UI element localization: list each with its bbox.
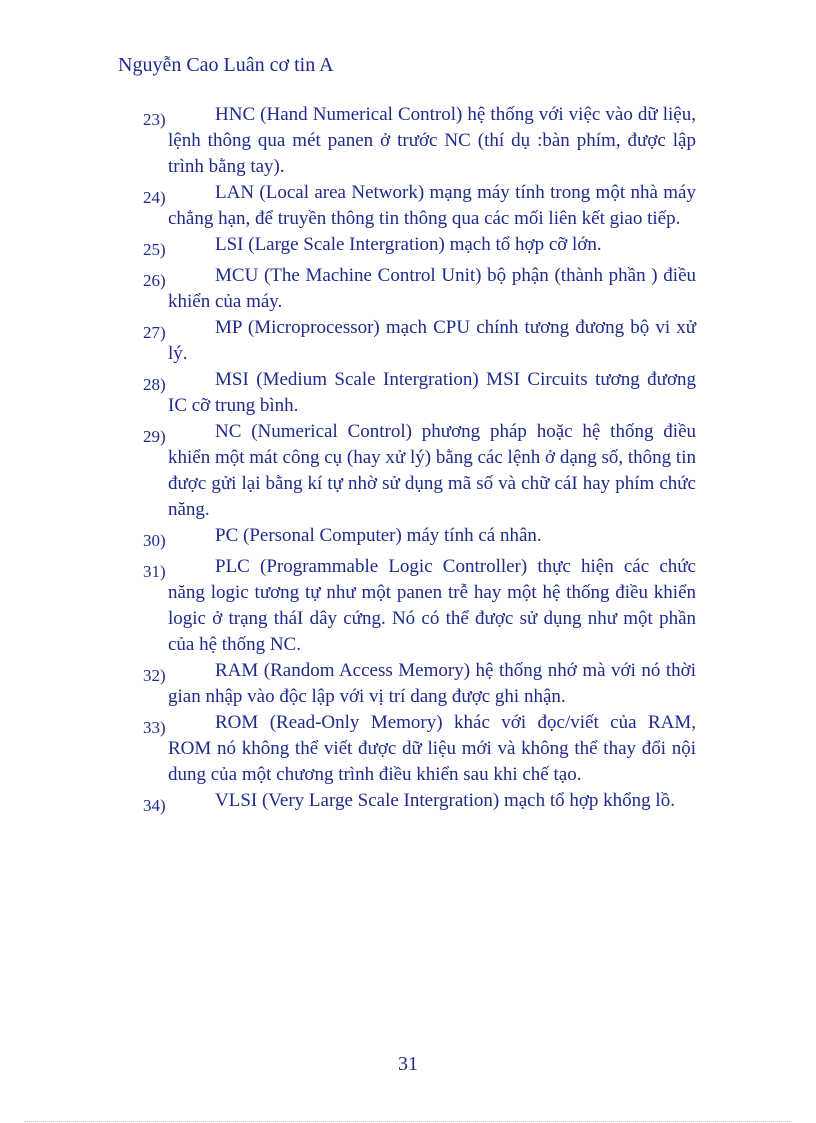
entry-text: VLSI (Very Large Scale Intergration) mạch tổ hợp khổng lồ. (215, 790, 675, 811)
glossary-entry (143, 263, 696, 315)
footer-divider (24, 1121, 792, 1122)
glossary-entry (143, 658, 696, 710)
glossary-entry (143, 315, 696, 367)
entry-text: HNC (Hand Numerical Control) hệ thống với việc vào dữ liệu, lệnh thông qua mét panen ở trước NC (thí dụ :bàn phím, được lập trình bằng tay). (168, 104, 696, 177)
glossary-entry (143, 102, 696, 180)
glossary-entry (143, 419, 696, 523)
entry-number: 30) (143, 531, 166, 550)
glossary-list (143, 102, 696, 819)
entry-number: 29) (143, 427, 166, 446)
glossary-entry (143, 710, 696, 788)
glossary-entry (143, 232, 696, 263)
running-header: Nguyễn Cao Luân cơ tin A (118, 54, 334, 76)
entry-text: LSI (Large Scale Intergration) mạch tổ hợp cỡ lớn. (215, 234, 602, 255)
entry-text: ROM (Read-Only Memory) khác với đọc/viết của RAM, ROM nó không thể viết được dữ liệu mới và không thể thay đổi nội dung của một chương trình điều khiển sau khi chế tạo. (168, 712, 696, 785)
glossary-entry (143, 554, 696, 658)
entry-text: MP (Microprocessor) mạch CPU chính tương đương bộ vi xử lý. (168, 317, 696, 364)
entry-number: 32) (143, 666, 166, 685)
entry-number: 25) (143, 240, 166, 259)
entry-text: PLC (Programmable Logic Controller) thực hiện các chức năng logic tương tự như một panen trễ hay một hệ thống điều khiển logic ở trạng tháI dây cứng. Nó có thể được sử dụng như một phần của hệ thống NC. (168, 556, 696, 655)
entry-text: PC (Personal Computer) máy tính cá nhân. (215, 525, 542, 546)
glossary-entry (143, 523, 696, 554)
glossary-entry (143, 180, 696, 232)
entry-number: 34) (143, 796, 166, 815)
glossary-entry (143, 788, 696, 819)
entry-number: 23) (143, 110, 166, 129)
entry-text: MSI (Medium Scale Intergration) MSI Circuits tương đương IC cỡ trung bình. (168, 369, 696, 416)
glossary-entry (143, 367, 696, 419)
entry-number: 28) (143, 375, 166, 394)
entry-text: RAM (Random Access Memory) hệ thống nhớ mà với nó thời gian nhập vào độc lập với vị trí dang được ghi nhận. (168, 660, 696, 707)
entry-number: 27) (143, 323, 166, 342)
entry-number: 26) (143, 271, 166, 290)
entry-number: 33) (143, 718, 166, 737)
entry-text: NC (Numerical Control) phương pháp hoặc hệ thống điều khiển một mát công cụ (hay xử lý) bằng các lệnh ở dạng số, thông tin được gửi lại bằng kí tự nhờ sử dụng mã số và chữ cáI hay phím chức năng. (168, 421, 696, 520)
entry-number: 31) (143, 562, 166, 581)
page-number: 31 (398, 1053, 418, 1075)
entry-number: 24) (143, 188, 166, 207)
entry-text: LAN (Local area Network) mạng máy tính trong một nhà máy chẳng hạn, để truyền thông tin thông qua các mối liên kết giao tiếp. (168, 182, 696, 229)
entry-text: MCU (The Machine Control Unit) bộ phận (thành phần ) điều khiển của máy. (168, 265, 696, 312)
